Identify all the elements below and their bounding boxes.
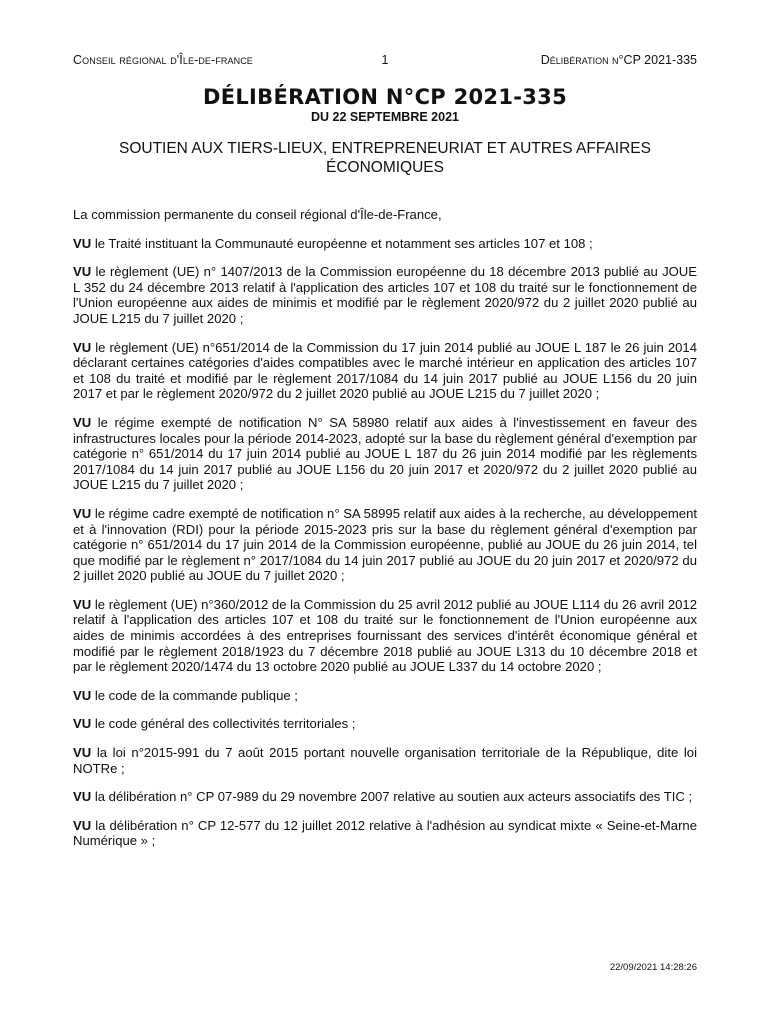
vu-text: la délibération n° CP 07-989 du 29 novembre 2007 relative au soutien aux acteurs associatifs des TIC ; — [91, 789, 693, 805]
vu-text: la loi n°2015-991 du 7 août 2015 portant nouvelle organisation territoriale de la République, dite loi NOTRe ; — [73, 745, 697, 776]
document-body — [73, 207, 697, 862]
header-deliberation-ref: Délibération n°CP 2021-335 — [540, 53, 697, 67]
subject-line-2: ÉCONOMIQUES — [326, 159, 444, 176]
vu-label: VU — [73, 687, 92, 703]
vu-label: VU — [73, 235, 92, 251]
vu-text: le régime exempté de notification N° SA 58980 relatif aux aides à l'investissement en faveur des infrastructures locales pour la période 2014-2023, adopté sur la base du règlement général d'exemption par catégorie n° 651/2014 du 17 juin 2014 publié au JOUE L 187 du 26 juin 2014 modifié par les règlements 2017/1084 du 14 juin 2017 publié au JOUE L156 du 20 juin 2017 et 2020/972 du 2 juillet 2020 publié au JOUE L215 du 7 juillet 2020 ; — [73, 414, 697, 493]
vu-label: VU — [73, 745, 92, 761]
vu-paragraph — [73, 818, 697, 849]
vu-text: le code général des collectivités territoriales ; — [91, 716, 356, 732]
vu-paragraph — [73, 506, 697, 584]
document-date: DU 22 SEPTEMBRE 2021 — [311, 110, 459, 124]
vu-label: VU — [73, 414, 92, 430]
vu-text: le règlement (UE) n°651/2014 de la Commission du 17 juin 2014 publié au JOUE L 187 le 26 juin 2014 déclarant certaines catégories d'aides compatibles avec le marché intérieur en application des articles 107 et 108 du traité et modifié par le règlement 2017/1084 du 14 juin 2017 publié au JOUE L156 du 20 juin 2017 et par le règlement 2020/972 du 2 juillet 2020 publié au JOUE L215 du 7 juillet 2020 ; — [73, 339, 697, 402]
vu-paragraph — [73, 340, 697, 402]
vu-text: le code de la commande publique ; — [91, 687, 298, 703]
footer-timestamp: 22/09/2021 14:28:26 — [609, 962, 697, 973]
vu-label: VU — [73, 505, 92, 521]
header-organisation: Conseil régional d'Île-de-france — [73, 53, 253, 67]
vu-label: VU — [73, 339, 92, 355]
vu-text: le règlement (UE) n° 1407/2013 de la Commission européenne du 18 décembre 2013 publié au JOUE L 352 du 24 décembre 2013 relatif à l'application des articles 107 et 108 du traité sur le fonctionnement de l'Union européenne aux aides de minimis et modifié par le règlement 2020/972 du 2 juillet 2020 publié au JOUE L215 du 7 juillet 2020 ; — [73, 264, 697, 326]
vu-label: VU — [73, 716, 92, 732]
vu-text: la délibération n° CP 12-577 du 12 juillet 2012 relative à l'adhésion au syndicat mixte « Seine-et-Marne Numérique » ; — [73, 817, 697, 849]
vu-paragraph — [73, 415, 697, 493]
vu-paragraph — [73, 236, 697, 252]
vu-text: le Traité instituant la Communauté européenne et notamment ses articles 107 et 108 ; — [91, 235, 593, 251]
vu-paragraph — [73, 716, 697, 732]
vu-paragraph — [73, 597, 697, 675]
intro-paragraph: La commission permanente du conseil régional d'Île-de-France, — [73, 207, 442, 222]
vu-paragraph — [73, 789, 697, 805]
document-subject — [73, 139, 697, 177]
vu-text: le règlement (UE) n°360/2012 de la Commission du 25 avril 2012 publié au JOUE L114 du 26 avril 2012 relatif à l'application des articles 107 et 108 du traité sur le fonctionnement de l'Union européenne aux aides de minimis accordées à des entreprises fournissant des services d'intérêt économique général et modifié par le règlement 2018/1923 du 7 décembre 2018 publié au JOUE L313 du 10 décembre 2018 et par le règlement 2020/1474 du 13 octobre 2020 publié au JOUE L337 du 14 octobre 2020 ; — [73, 596, 697, 675]
vu-paragraph — [73, 745, 697, 776]
document-title: DÉLIBÉRATION N°CP 2021-335 — [203, 85, 567, 109]
vu-label: VU — [73, 789, 92, 805]
vu-label: VU — [73, 264, 92, 280]
vu-label: VU — [73, 817, 92, 833]
vu-text: le régime cadre exempté de notification n° SA 58995 relatif aux aides à la recherche, au développement et à l'innovation (RDI) pour la période 2015-2023 pris sur la base du règlement général d'exemption par catégorie n° 651/2014 du 17 juin 2014 de la Commission européenne, publié au JOUE du 26 juin 2014, tel que modifié par le règlement n° 2017/1084 du 14 juin 2017 publié au JOUE du 20 juin 2017 et 2020/972 du 2 juillet 2020 publié au JOUE du 7 juillet 2020 ; — [73, 505, 697, 584]
subject-line-1: SOUTIEN AUX TIERS-LIEUX, ENTREPRENEURIAT ET AUTRES AFFAIRES — [118, 140, 651, 157]
header-page-number: 1 — [381, 53, 389, 67]
page-header — [73, 53, 697, 69]
vu-paragraph — [73, 688, 697, 704]
vu-paragraph — [73, 264, 697, 326]
vu-label: VU — [73, 596, 92, 612]
